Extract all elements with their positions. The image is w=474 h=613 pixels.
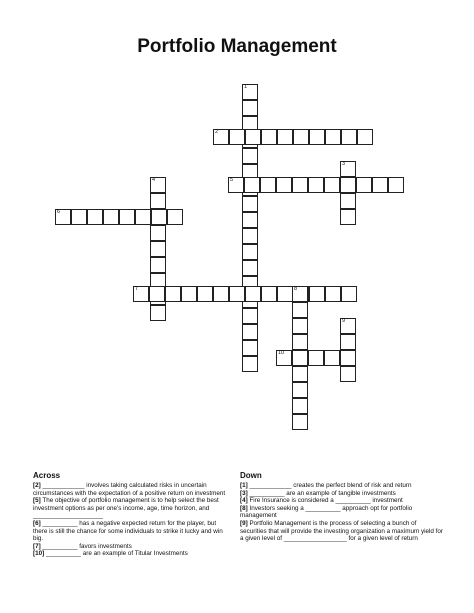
grid-cell[interactable] <box>357 129 373 145</box>
grid-cell[interactable] <box>308 177 324 193</box>
clue-number: 6 <box>57 209 61 215</box>
grid-cell[interactable] <box>292 177 308 193</box>
clue-number: 3 <box>342 161 346 167</box>
grid-cell[interactable] <box>261 129 277 145</box>
grid-cell[interactable] <box>242 100 258 116</box>
down-heading: Down <box>240 471 262 480</box>
grid-cell[interactable] <box>167 209 183 225</box>
grid-cell[interactable] <box>292 334 308 350</box>
grid-cell[interactable] <box>242 324 258 340</box>
grid-cell[interactable] <box>341 129 357 145</box>
grid-cell[interactable] <box>260 177 276 193</box>
across-clue <box>33 543 230 551</box>
grid-cell[interactable] <box>150 225 166 241</box>
grid-cell[interactable] <box>292 414 308 430</box>
grid-cell[interactable] <box>292 350 308 366</box>
grid-cell[interactable] <box>245 286 261 302</box>
page-title: Portfolio Management <box>137 36 337 57</box>
grid-cell[interactable] <box>245 129 261 145</box>
grid-cell[interactable] <box>325 129 341 145</box>
grid-cell[interactable] <box>242 340 258 356</box>
clue-label: [1] <box>240 482 248 489</box>
grid-cell[interactable] <box>372 177 388 193</box>
clue-text: __________ has a negative expected return for the player, but there is still the chance for some individuals to strike it lucky and win big. <box>33 519 223 543</box>
grid-cell[interactable] <box>324 177 340 193</box>
clue-number: 8 <box>294 286 298 292</box>
grid-cell[interactable] <box>150 257 166 273</box>
down-clue <box>240 482 443 490</box>
across-clue <box>33 550 230 558</box>
grid-cell[interactable] <box>388 177 404 193</box>
grid-cell[interactable] <box>242 260 258 276</box>
grid-cell[interactable] <box>229 286 245 302</box>
grid-cell[interactable] <box>261 286 277 302</box>
grid-cell[interactable] <box>213 286 229 302</box>
clue-text: ____________ creates the perfect blend of risk and return <box>249 482 412 489</box>
grid-cell[interactable] <box>324 350 340 366</box>
across-clues <box>33 471 230 558</box>
across-heading: Across <box>33 471 61 480</box>
grid-cell[interactable] <box>292 318 308 334</box>
grid-cell[interactable] <box>277 129 293 145</box>
grid-cell[interactable] <box>150 305 166 321</box>
grid-cell[interactable] <box>292 382 308 398</box>
grid-cell[interactable] <box>292 366 308 382</box>
grid-cell[interactable] <box>277 286 293 302</box>
clue-text: __________ are an example of tangible investments <box>249 489 396 497</box>
grid-cell[interactable] <box>340 193 356 209</box>
grid-cell[interactable] <box>340 177 356 193</box>
clue-label: [9] <box>240 519 248 527</box>
clue-label: [6] <box>33 519 41 527</box>
grid-cell[interactable] <box>151 209 167 225</box>
clue-label: [10] <box>33 550 45 558</box>
grid-cell[interactable] <box>71 209 87 225</box>
down-clue <box>240 490 443 498</box>
clue-text: Investors seeking a __________ approach opt for portfolio management <box>240 504 413 520</box>
grid-cell[interactable] <box>242 244 258 260</box>
clue-label: [2] <box>33 482 41 489</box>
grid-cell[interactable] <box>135 209 151 225</box>
grid-cell[interactable] <box>149 286 165 302</box>
clue-text: The objective of portfolio management is to help select the best investment options as per one's income, age, time horizon, and ____________________ <box>33 497 219 520</box>
grid-cell[interactable] <box>119 209 135 225</box>
grid-cell[interactable] <box>242 356 258 372</box>
grid-cell[interactable] <box>242 228 258 244</box>
grid-cell[interactable] <box>340 350 356 366</box>
down-clue <box>240 497 443 505</box>
grid-cell[interactable] <box>340 366 356 382</box>
clue-text: Fire Insurance is considered a __________ investment <box>249 497 403 505</box>
clue-label: [4] <box>240 497 248 505</box>
grid-cell[interactable] <box>242 148 258 164</box>
clue-number: 10 <box>278 350 285 356</box>
grid-cell[interactable] <box>276 177 292 193</box>
grid-cell[interactable] <box>165 286 181 302</box>
grid-cell[interactable] <box>341 286 357 302</box>
grid-cell[interactable] <box>242 196 258 212</box>
grid-cell[interactable] <box>229 129 245 145</box>
grid-cell[interactable] <box>244 177 260 193</box>
clue-number: 7 <box>135 286 139 292</box>
grid-cell[interactable] <box>197 286 213 302</box>
clue-number: 9 <box>342 318 346 324</box>
grid-cell[interactable] <box>309 129 325 145</box>
grid-cell[interactable] <box>150 241 166 257</box>
clue-label: [3] <box>240 489 248 497</box>
grid-cell[interactable] <box>293 129 309 145</box>
across-clue <box>33 482 230 497</box>
grid-cell[interactable] <box>308 350 324 366</box>
down-clues <box>240 471 443 543</box>
grid-cell[interactable] <box>340 209 356 225</box>
grid-cell[interactable] <box>242 212 258 228</box>
grid-cell[interactable] <box>181 286 197 302</box>
clue-number: 1 <box>244 84 248 90</box>
grid-cell[interactable] <box>292 302 308 318</box>
clue-label: [7] <box>33 542 41 550</box>
grid-cell[interactable] <box>292 398 308 414</box>
across-clue <box>33 497 230 520</box>
down-clue <box>240 520 443 543</box>
grid-cell[interactable] <box>356 177 372 193</box>
grid-cell[interactable] <box>325 286 341 302</box>
grid-cell[interactable] <box>87 209 103 225</box>
clue-text: __________ favors investments <box>42 542 132 550</box>
grid-cell[interactable] <box>309 286 325 302</box>
clue-number: 2 <box>215 129 219 135</box>
clue-label: [8] <box>240 504 248 512</box>
clue-text: Portfolio Management is the process of selecting a bunch of securities that will provide the investing organization a maximum yield for a given level of __________________ for a given level of return <box>240 519 443 543</box>
across-clue <box>33 520 230 543</box>
grid-cell[interactable] <box>242 308 258 324</box>
clue-label: [5] <box>33 497 41 505</box>
clue-text: ____________ involves taking calculated risks in uncertain circumstances with the expectation of a positive return on investment <box>33 482 226 497</box>
grid-cell[interactable] <box>340 334 356 350</box>
grid-cell[interactable] <box>150 193 166 209</box>
grid-cell[interactable] <box>103 209 119 225</box>
down-clue <box>240 505 443 520</box>
clue-number: 4 <box>152 177 156 183</box>
clue-text: __________ are an example of Titular Investments <box>45 550 188 558</box>
clue-number: 5 <box>230 177 234 183</box>
